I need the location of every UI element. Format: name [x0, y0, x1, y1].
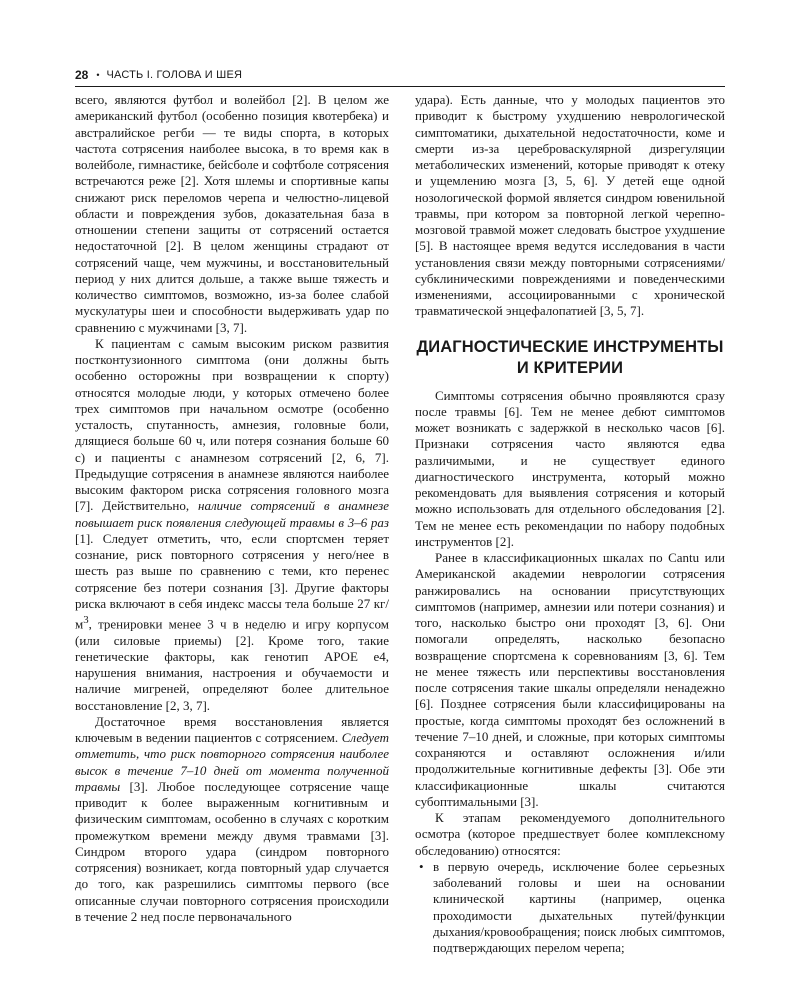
part-title: ЧАСТЬ I. ГОЛОВА И ШЕЯ — [106, 69, 243, 81]
paragraph: Ранее в классификационных шкалах по Cantu или Американской академии неврологии сотрясения ранжировались на основании присутствующих симптомов (например, амнезии или потери сознания) и того, насколько быстро они проходят [3, 6]. Они помогали определять, насколько безопасно возвращение спортсмена к соревнованиям [3, 6]. Тем не менее тяжесть или перспективы восстановления после сотрясения такие шкалы определяли ненадежно [6]. Позднее сотрясения были классифицированы на простые, когда симптомы проходят без осложнений в течение 7–10 дней, и сложные, при которых симптомы сохраняются и оставляют осложнения и/или продолжительные когнитивные дефекты [3]. Обе эти классификационные шкалы считаются субоптимальными [3]. — [415, 550, 725, 809]
bullet-list — [415, 859, 725, 957]
paragraph — [75, 714, 389, 925]
section-heading-line: И КРИТЕРИИ — [516, 358, 624, 377]
paragraph: К этапам рекомендуемого дополнительного осмотра (которое предшествует более комплексному обследованию) относятся: — [415, 810, 725, 858]
page-number: 28 — [75, 68, 89, 82]
paragraph: удара). Есть данные, что у молодых пациентов это приводит к быстрому ухудшению неврологической симптоматики, дыхательной недостаточности, коме и смерти из-за цереброваскулярной дизрегуляции метаболических изменений, которые приводят к отеку и ущемлению мозга [3, 5, 6]. У детей еще одной нозологической формой является синдром ювенильной травмы, при котором за повторной легкой черепно-мозговой травмой может следовать быстрое ухудшение [5]. В настоящее время ведутся исследования в части установления связи между повторными сотрясениями/субклиническими повреждениями и поведенческими изменениями, ассоциированными с хронической травматической энцефалопатией [3, 5, 7]. — [415, 92, 725, 319]
text-run: Достаточное время восстановления является ключевым в ведении пациентов с сотрясением. — [75, 713, 389, 746]
header-bullet: • — [96, 70, 100, 80]
right-column — [415, 92, 725, 956]
text-run: , тренировки менее 3 ч в неделю и игру корпусом (или силовые приемы) [2]. Кроме того, такие генетические факторы, как генотип APOE e4, нарушения внимания, настроения и обучаемости и наличие мигреней, определяют более длительное восстановление [2, 3, 7]. — [75, 616, 389, 713]
section-heading-line: ДИАГНОСТИЧЕСКИЕ ИНСТРУМЕНТЫ — [416, 337, 724, 356]
paragraph — [75, 336, 389, 714]
text-run: К пациентам с самым высоким риском развития постконтузионного симптома (они должны быть особенно осторожны при возвращении к спорту) относятся молодые люди, у которых отмечено более трех симптомов при начальном осмотре (особенно усталость, спутанность, амнезия, головные боли, длящиеся больше 60 ч, или потеря сознания больше 60 с) и пациенты с анамнезом сотрясений [2, 6, 7]. Предыдущие сотрясения в анамнезе являются наиболее высоким фактором риска сотрясения головного мозга [7]. Действительно, — [75, 335, 389, 514]
emphasis-text: наличие сотрясений в анамнезе повышает риск появления следующей травмы в 3–6 раз — [75, 498, 389, 530]
list-item — [419, 858, 725, 957]
running-header — [75, 68, 725, 82]
paragraph: всего, являются футбол и волейбол [2]. В целом же американский футбол (особенно позиция квотербека) и австралийское регби — те виды спорта, в которых частота сотрясения наиболее высока, в то время как в волейболе, гимнастике, бейсболе и софтболе сотрясения встречаются реже [2]. Хотя шлемы и спортивные капы снижают риск переломов черепа и челюстно-лицевой области и повреждения зубов, доказательная база в отношении степени защиты от сотрясений остается недостаточной [2]. В целом женщины страдают от сотрясений чаще, чем мужчины, и восстановительный период у них длится дольше, а также выше тяжесть и количество симптомов, возможно, из-за более слабой мускулатуры шеи и способности выдерживать удар по сравнению с мужчинами [3, 7]. — [75, 92, 389, 335]
superscript: 3 — [83, 614, 89, 626]
section-heading — [415, 337, 725, 379]
paragraph: Симптомы сотрясения обычно проявляются сразу после травмы [6]. Тем не менее дебют симптомов может возникать с задержкой в несколько часов [6]. Признаки сотрясения часто являются едва различимыми, и не существует единого диагностического инструмента, который можно рекомендовать для выявления сотрясения и который можно использовать для отдельного обследования [2]. Тем не менее есть рекомендации по набору подобных инструментов [2]. — [415, 387, 725, 549]
list-item-text: в первую очередь, исключение более серьезных заболеваний головы и шеи на основании клинической картины (например, оценка проходимости дыхательных путей/функции дыхания/кровообращения; поиск любых симптомов, подтверждающих перелом черепа; — [433, 858, 725, 955]
text-run: [1]. Следует отметить, что, если спортсмен теряет сознание, риск повторного сотрясения у него/нее в шесть раз выше по сравнению с теми, кто перенес сотрясение без потери сознания [3]. Другие факторы риска включают в себя индекс массы тела больше 27 кг/м — [75, 530, 389, 632]
text-run: [3]. Любое последующее сотрясение чаще приводит к более выраженным когнитивным и физическим симптомам, особенно в случаях с коротким промежутком времени между двумя травмами [3]. Синдром второго удара (синдром повторного сотрясения) возникает, когда повторный удар случается до того, как разрешились симптомы первого (все описанные случаи повторного сотрясения происходили в течение 2 нед после первоначального — [75, 778, 390, 924]
bullet-icon: • — [419, 858, 424, 874]
header-rule — [75, 86, 725, 87]
emphasis-text: Следует отметить, что риск повторного сотрясения наиболее высок в течение 7–10 дней от момента полученной травмы — [75, 730, 390, 794]
left-column — [75, 92, 389, 925]
